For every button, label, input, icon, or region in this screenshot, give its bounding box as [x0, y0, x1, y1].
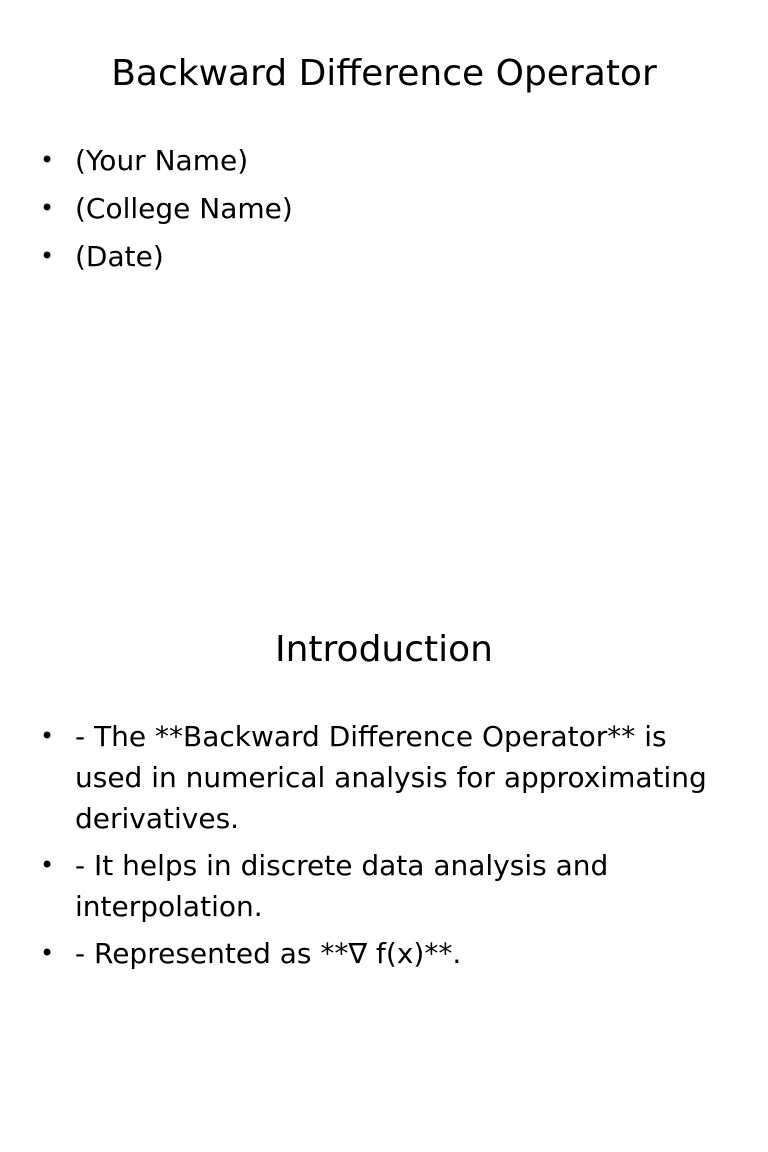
bullet-list: [40, 716, 710, 980]
bullet-definition: [40, 716, 710, 839]
slide-title: Backward Difference Operator: [111, 53, 657, 94]
bullet-dot-icon: •: [40, 939, 55, 967]
bullet-date: [40, 236, 710, 277]
bullet-usage: [40, 845, 710, 927]
introduction-slide: [0, 576, 768, 1152]
bullet-dot-icon: •: [40, 242, 55, 270]
bullet-text: - The **Backward Difference Operator** is used in numerical analysis for approximating derivatives.: [75, 720, 707, 835]
bullet-text: (Your Name): [75, 144, 249, 177]
bullet-text: - Represented as **∇ f(x)**.: [75, 937, 462, 970]
bullet-text: (Date): [75, 240, 164, 273]
bullet-text: - It helps in discrete data analysis and interpolation.: [75, 849, 609, 923]
bullet-dot-icon: •: [40, 194, 55, 222]
bullet-your-name: [40, 140, 710, 181]
bullet-text: (College Name): [75, 192, 293, 225]
bullet-dot-icon: •: [40, 851, 55, 879]
bullet-list: [40, 140, 710, 284]
bullet-dot-icon: •: [40, 146, 55, 174]
slide-title: Introduction: [274, 629, 493, 670]
bullet-dot-icon: •: [40, 722, 55, 750]
bullet-notation: [40, 933, 710, 974]
bullet-college-name: [40, 188, 710, 229]
